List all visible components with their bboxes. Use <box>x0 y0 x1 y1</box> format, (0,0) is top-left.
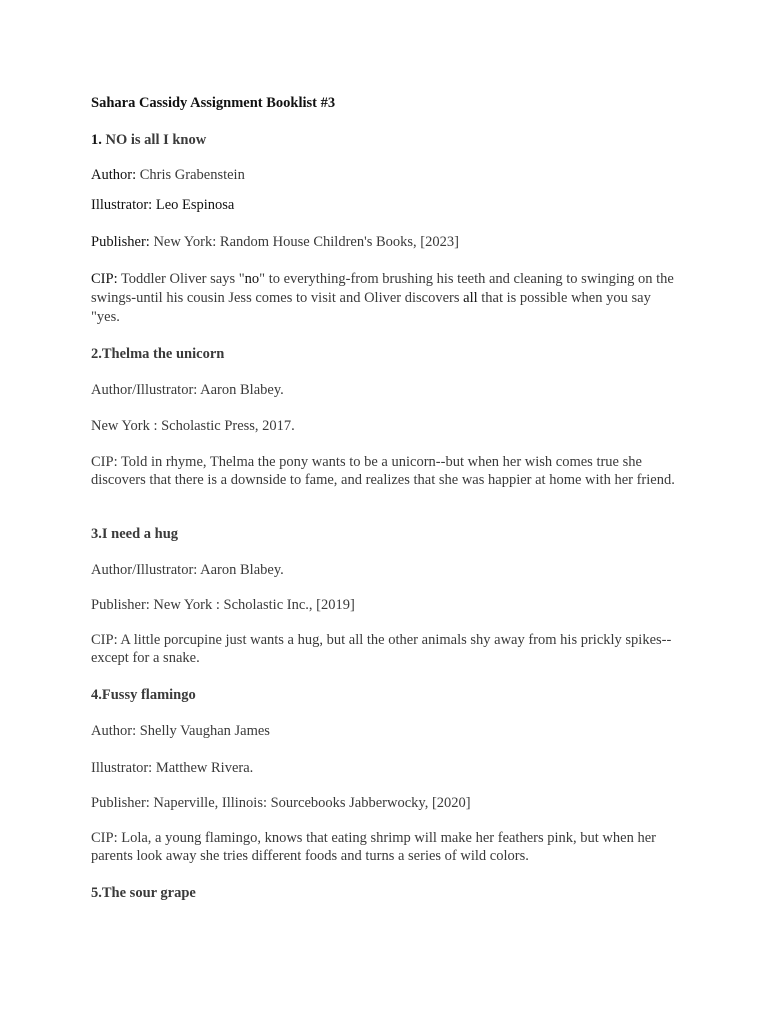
document-title: Sahara Cassidy Assignment Booklist #3 <box>91 95 336 111</box>
book-3-publisher: Publisher: New York : Scholastic Inc., [2019] <box>91 597 355 613</box>
book-1-cip-no: no <box>244 271 260 287</box>
book-3-author: Author/Illustrator: Aaron Blabey. <box>91 562 284 578</box>
book-1-illustrator <box>91 196 683 214</box>
book-2-author: Author/Illustrator: Aaron Blabey. <box>91 382 284 398</box>
book-1-cip-text-3: that is possible when you say "yes. <box>91 290 651 325</box>
book-1-author-value: Chris Grabenstein <box>136 167 245 183</box>
book-1-cip-all: all <box>463 290 478 306</box>
book-4-publisher: Publisher: Naperville, Illinois: Sourcebooks Jabberwocky, [2020] <box>91 795 471 811</box>
book-1-publisher-label: Publisher: <box>91 234 150 250</box>
book-2-publisher: New York : Scholastic Press, 2017. <box>91 418 295 434</box>
book-1-publisher-value: New York: Random House Children's Books, [2023] <box>149 234 459 250</box>
book-4-cip: CIP: Lola, a young flamingo, knows that eating shrimp will make her feathers pink, but when her parents look away she tries different foods and turns a series of wild colors. <box>91 830 656 864</box>
book-1-cip <box>91 270 683 327</box>
book-4-heading: 4.Fussy flamingo <box>91 687 196 703</box>
book-2-cip: CIP: Told in rhyme, Thelma the pony wants to be a unicorn--but when her wish comes true she discovers that there is a downside to fame, and realizes that she was happier at home with her friend. <box>91 454 675 488</box>
book-1-cip-text-2: " to everything-from brushing his teeth and cleaning to swinging on the swings-until his cousin Jess comes to visit and Oliver discovers <box>91 271 674 306</box>
book-1-author <box>91 166 683 184</box>
book-3-heading: 3.I need a hug <box>91 526 179 542</box>
book-4-author: Author: Shelly Vaughan James <box>91 723 270 739</box>
book-1-publisher <box>91 233 683 251</box>
book-1-cip-text-1: Toddler Oliver says " <box>117 271 245 287</box>
book-1-title: NO is all I know <box>101 132 207 148</box>
book-1-illustrator-value: Leo Espinosa <box>152 197 235 213</box>
book-2-heading: 2.Thelma the unicorn <box>91 346 225 362</box>
book-5-heading: 5.The sour grape <box>91 885 196 901</box>
book-1-cip-label: CIP: <box>91 271 118 287</box>
book-1-number: 1. <box>91 132 102 148</box>
book-3-cip: CIP: A little porcupine just wants a hug, but all the other animals shy away from his prickly spikes--except for a snake. <box>91 632 672 666</box>
book-1-heading <box>91 131 683 149</box>
book-4-illustrator: Illustrator: Matthew Rivera. <box>91 760 254 776</box>
book-1-author-label: Author: <box>91 167 137 183</box>
book-1-illustrator-label: Illustrator: <box>91 197 153 213</box>
